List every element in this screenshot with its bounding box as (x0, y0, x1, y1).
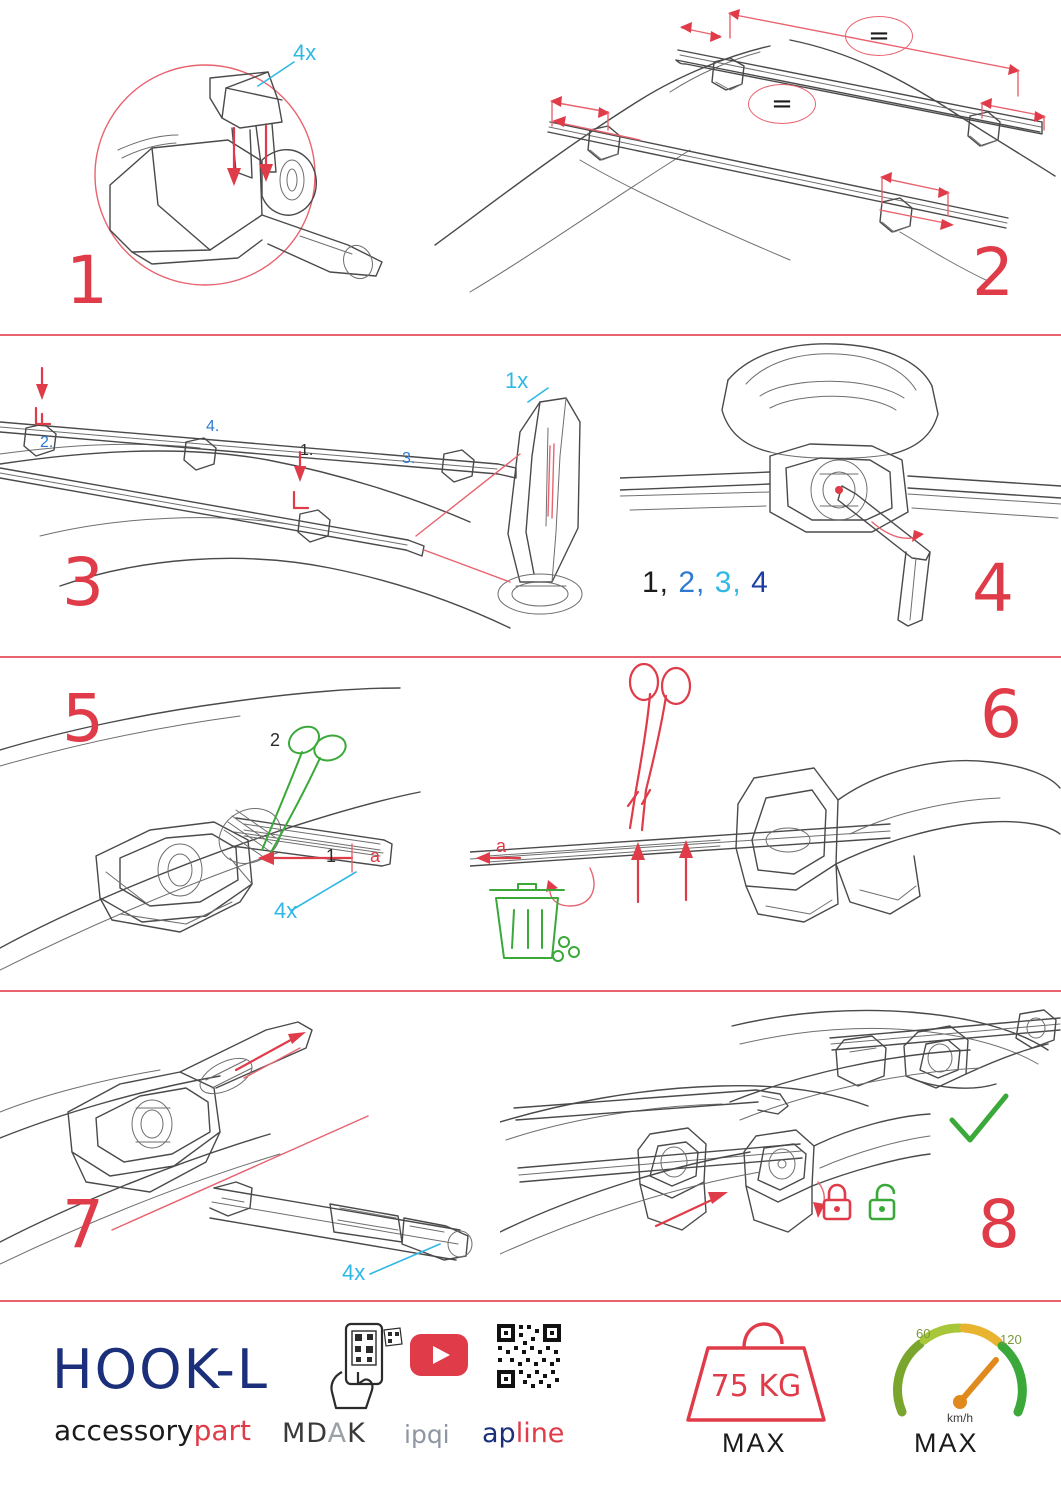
panel-step-5 (0, 658, 470, 988)
callout-4x-step7: 4x (342, 1260, 366, 1285)
logo-mdak-b: A (327, 1418, 348, 1449)
unlocked-icon (866, 1182, 902, 1222)
panel-step-4 (620, 336, 1061, 656)
step-number-4: 4 (972, 550, 1015, 627)
panel-step-7 (0, 992, 500, 1300)
speed-tick-60: 60 (916, 1326, 931, 1341)
panel-step-8 (500, 992, 1061, 1300)
youtube-icon[interactable] (410, 1334, 468, 1376)
step-number-2: 2 (972, 234, 1015, 311)
qr-code-icon[interactable] (495, 1322, 563, 1390)
tighten-sequence (642, 566, 769, 600)
max-speed-label: MAX (914, 1428, 979, 1458)
product-title: HOOK-L (52, 1338, 269, 1401)
qr-scan-phone-icon (322, 1322, 408, 1412)
callout-4x-step5: 4x (274, 898, 298, 923)
step-number-6: 6 (980, 676, 1023, 753)
speed-tick-120: 120 (1000, 1332, 1022, 1347)
panel-step-1 (0, 0, 430, 334)
panel-step-3 (0, 336, 620, 656)
marker-2-step5: 2 (270, 730, 281, 750)
logo-apline (482, 1418, 564, 1449)
seq-4: 4 (751, 566, 769, 599)
equal-badge-top: = (845, 16, 913, 56)
logo-apline-a: ap (482, 1418, 516, 1449)
panel-step-6 (470, 658, 1061, 988)
order-label-1: 1. (300, 442, 314, 459)
max-load-icon (676, 1318, 836, 1426)
logo-mdak-c: K (347, 1418, 366, 1449)
brand-part: part (193, 1414, 251, 1447)
speed-unit: km/h (946, 1411, 974, 1425)
step-number-5: 5 (62, 680, 105, 757)
locked-icon (820, 1182, 854, 1222)
marker-a-step6: a (496, 836, 507, 856)
logo-mdak (282, 1418, 366, 1449)
marker-1-step5: 1 (326, 846, 337, 866)
order-label-4: 4. (206, 418, 220, 435)
seq-2: 2, (678, 566, 706, 599)
step-number-1: 1 (66, 242, 109, 319)
step-number-8: 8 (978, 1186, 1021, 1263)
load-value: 75 KG (710, 1369, 802, 1404)
brand-subtitle (54, 1414, 251, 1447)
logo-mdak-a: MD (282, 1418, 328, 1449)
callout-4x-step1: 4x (293, 40, 317, 65)
seq-3: 3, (714, 566, 742, 599)
brand-accessory: accessory (54, 1414, 194, 1447)
order-label-3: 3. (402, 450, 416, 467)
panel-step-2 (430, 0, 1061, 334)
marker-a-step5: a (370, 846, 381, 866)
logo-ipqi: ipqi (404, 1420, 450, 1449)
max-speed-icon (886, 1316, 1032, 1430)
step-number-3: 3 (62, 544, 105, 621)
logo-apline-b: line (515, 1418, 565, 1449)
max-load-label: MAX (722, 1428, 787, 1458)
equal-badge-bottom: = (748, 84, 816, 124)
order-label-2: 2. (40, 434, 54, 451)
step-number-7: 7 (62, 1186, 105, 1263)
seq-1: 1, (642, 566, 670, 599)
callout-1x-step3: 1x (505, 368, 529, 393)
